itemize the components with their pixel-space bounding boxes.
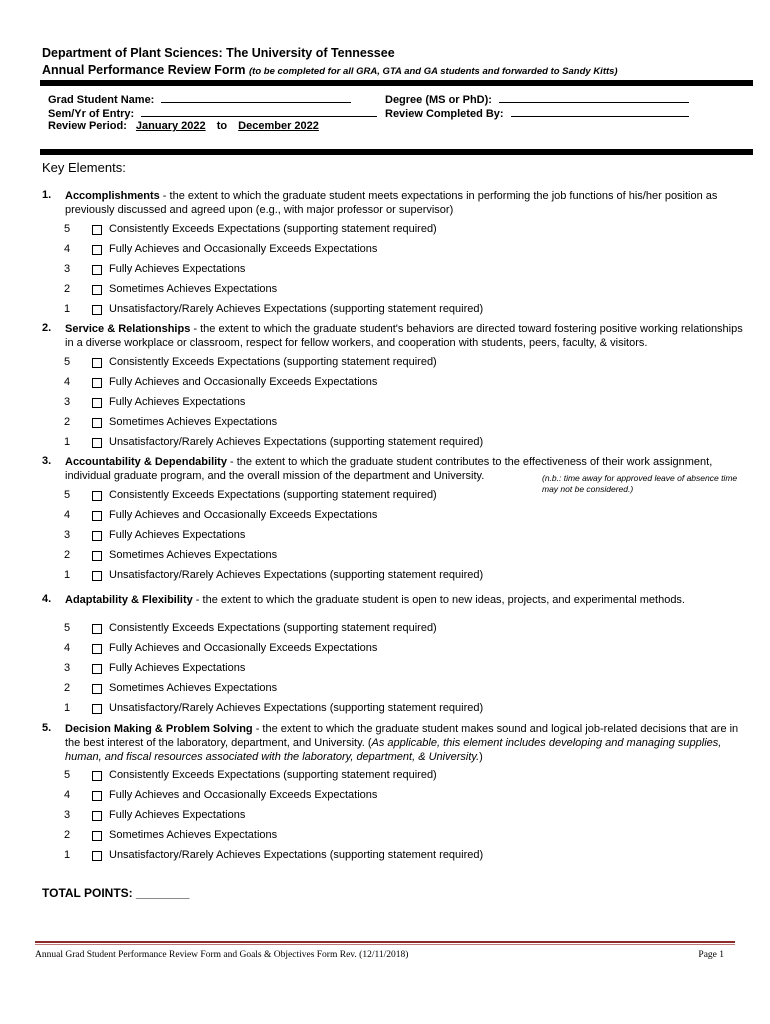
form-title-note: (to be completed for all GRA, GTA and GA students and forwarded to Sandy Kitts) [249, 66, 618, 77]
rating-checkbox[interactable] [92, 684, 102, 694]
rating-number: 4 [64, 509, 71, 521]
rating-label: Unsatisfactory/Rarely Achieves Expectations (supporting statement required) [109, 849, 484, 861]
element-description [65, 189, 747, 217]
rating-checkbox[interactable] [92, 418, 102, 428]
rating-label: Fully Achieves and Occasionally Exceeds Expectations [109, 789, 378, 801]
footer-form-revision: Annual Grad Student Performance Review Form and Goals & Objectives Form Rev. (12/11/2018) [35, 950, 409, 960]
rating-label: Consistently Exceeds Expectations (supporting statement required) [109, 356, 437, 368]
rating-checkbox[interactable] [92, 644, 102, 654]
rating-number: 4 [64, 243, 71, 255]
element-description [65, 322, 747, 350]
degree-label: Degree (MS or PhD): [385, 94, 492, 106]
rating-label: Sometimes Achieves Expectations [109, 283, 278, 295]
rating-number: 5 [64, 223, 71, 235]
key-elements-heading: Key Elements: [42, 160, 126, 175]
element-title: Decision Making & Problem Solving [65, 723, 253, 735]
rating-checkbox[interactable] [92, 245, 102, 255]
rating-label: Unsatisfactory/Rarely Achieves Expectations (supporting statement required) [109, 569, 484, 581]
rating-number: 2 [64, 829, 71, 841]
rating-number: 2 [64, 682, 71, 694]
rating-label: Unsatisfactory/Rarely Achieves Expectations (supporting statement required) [109, 303, 484, 315]
rating-checkbox[interactable] [92, 285, 102, 295]
rating-number: 4 [64, 789, 71, 801]
rating-checkbox[interactable] [92, 791, 102, 801]
rating-label: Consistently Exceeds Expectations (supporting statement required) [109, 769, 437, 781]
grad-student-name-row [48, 92, 351, 106]
rating-number: 3 [64, 662, 71, 674]
element-title: Service & Relationships [65, 323, 191, 335]
element-desc-italic: As applicable, this element includes developing and managing supplies, human, and fiscal resources associated with the laboratory, department, & University. [65, 737, 722, 763]
rating-number: 2 [64, 416, 71, 428]
rating-number: 5 [64, 622, 71, 634]
rating-checkbox[interactable] [92, 624, 102, 634]
rating-label: Unsatisfactory/Rarely Achieves Expectations (supporting statement required) [109, 702, 484, 714]
rating-label: Sometimes Achieves Expectations [109, 549, 278, 561]
grad-student-name-label: Grad Student Name: [48, 94, 155, 106]
review-period-row [48, 120, 319, 132]
rating-number: 3 [64, 263, 71, 275]
element-number: 1. [42, 189, 52, 201]
review-period-label: Review Period: [48, 120, 127, 132]
form-title [42, 63, 618, 77]
review-period-end: December 2022 [238, 120, 319, 132]
grad-student-name-field[interactable] [161, 92, 351, 103]
rating-number: 1 [64, 702, 71, 714]
rating-label: Sometimes Achieves Expectations [109, 682, 278, 694]
rating-label: Consistently Exceeds Expectations (supporting statement required) [109, 489, 437, 501]
rating-checkbox[interactable] [92, 305, 102, 315]
review-period-to: to [216, 120, 228, 132]
element-title: Accountability & Dependability [65, 456, 227, 468]
rating-checkbox[interactable] [92, 664, 102, 674]
degree-row [385, 92, 689, 106]
element-description [65, 593, 747, 607]
rating-number: 1 [64, 436, 71, 448]
rating-number: 1 [64, 569, 71, 581]
sem-yr-entry-field[interactable] [141, 106, 377, 117]
rating-label: Sometimes Achieves Expectations [109, 829, 278, 841]
rating-label: Fully Achieves and Occasionally Exceeds Expectations [109, 243, 378, 255]
rating-number: 2 [64, 549, 71, 561]
rating-label: Fully Achieves and Occasionally Exceeds Expectations [109, 509, 378, 521]
element-number: 3. [42, 455, 52, 467]
header-divider [40, 80, 753, 86]
element-desc-text: - the extent to which the graduate student contributes to the effectiveness of their work assignment, individual graduate program, and the overall mission of the department and University. [65, 456, 713, 482]
rating-checkbox[interactable] [92, 265, 102, 275]
rating-number: 1 [64, 849, 71, 861]
element-desc-text: - the extent to which the graduate student makes sound and logical job-related decisions that are in the best interest of the laboratory, department, and University. ( [65, 723, 739, 749]
rating-label: Consistently Exceeds Expectations (supporting statement required) [109, 223, 437, 235]
rating-number: 4 [64, 376, 71, 388]
rating-label: Fully Achieves and Occasionally Exceeds Expectations [109, 642, 378, 654]
rating-checkbox[interactable] [92, 438, 102, 448]
rating-number: 3 [64, 809, 71, 821]
rating-number: 5 [64, 769, 71, 781]
rating-label: Consistently Exceeds Expectations (supporting statement required) [109, 622, 437, 634]
rating-checkbox[interactable] [92, 771, 102, 781]
sem-yr-entry-row [48, 106, 377, 120]
rating-label: Fully Achieves Expectations [109, 809, 246, 821]
rating-label: Sometimes Achieves Expectations [109, 416, 278, 428]
rating-label: Fully Achieves and Occasionally Exceeds Expectations [109, 376, 378, 388]
review-completed-by-label: Review Completed By: [385, 108, 504, 120]
rating-label: Fully Achieves Expectations [109, 529, 246, 541]
rating-checkbox[interactable] [92, 571, 102, 581]
rating-checkbox[interactable] [92, 551, 102, 561]
rating-label: Fully Achieves Expectations [109, 662, 246, 674]
rating-checkbox[interactable] [92, 378, 102, 388]
department-title: Department of Plant Sciences: The University of Tennessee [42, 46, 395, 60]
info-divider [40, 149, 753, 155]
element-title: Adaptability & Flexibility [65, 594, 193, 606]
leave-note: (n.b.: time away for approved leave of absence time may not be considered.) [542, 473, 738, 494]
review-period-start: January 2022 [135, 120, 206, 132]
rating-number: 2 [64, 283, 71, 295]
rating-number: 4 [64, 642, 71, 654]
rating-number: 3 [64, 396, 71, 408]
rating-checkbox[interactable] [92, 225, 102, 235]
rating-checkbox[interactable] [92, 851, 102, 861]
footer-rule-thin [35, 944, 735, 945]
review-completed-by-field[interactable] [511, 106, 689, 117]
total-points: TOTAL POINTS: ________ [42, 886, 190, 900]
rating-number: 5 [64, 489, 71, 501]
rating-checkbox[interactable] [92, 511, 102, 521]
rating-number: 5 [64, 356, 71, 368]
rating-label: Fully Achieves Expectations [109, 263, 246, 275]
degree-field[interactable] [499, 92, 689, 103]
form-title-text: Annual Performance Review Form [42, 63, 246, 77]
rating-checkbox[interactable] [92, 491, 102, 501]
element-number: 5. [42, 722, 52, 734]
element-desc-text: - the extent to which the graduate student meets expectations in performing the job functions of his/her position as previously discussed and agreed upon (e.g., with major professor or supervisor) [65, 190, 718, 216]
rating-checkbox[interactable] [92, 531, 102, 541]
element-desc-end: ) [479, 751, 483, 763]
rating-checkbox[interactable] [92, 831, 102, 841]
element-title: Accomplishments [65, 190, 160, 202]
element-desc-text: - the extent to which the graduate student is open to new ideas, projects, and experimental methods. [192, 594, 685, 606]
review-completed-by-row [385, 106, 689, 120]
element-desc-text: - the extent to which the graduate student's behaviors are directed toward fostering positive working relationships in a diverse workplace or classroom, respect for fellow workers, and cooperation with students, peers, faculty, & visitors. [65, 323, 743, 349]
rating-number: 1 [64, 303, 71, 315]
rating-checkbox[interactable] [92, 704, 102, 714]
rating-number: 3 [64, 529, 71, 541]
element-number: 4. [42, 593, 52, 605]
sem-yr-entry-label: Sem/Yr of Entry: [48, 108, 135, 120]
rating-checkbox[interactable] [92, 398, 102, 408]
rating-label: Unsatisfactory/Rarely Achieves Expectations (supporting statement required) [109, 436, 484, 448]
rating-checkbox[interactable] [92, 811, 102, 821]
footer-rule [35, 941, 735, 943]
rating-checkbox[interactable] [92, 358, 102, 368]
rating-label: Fully Achieves Expectations [109, 396, 246, 408]
element-description [65, 722, 747, 764]
footer-page-number: Page 1 [698, 950, 724, 960]
element-number: 2. [42, 322, 52, 334]
